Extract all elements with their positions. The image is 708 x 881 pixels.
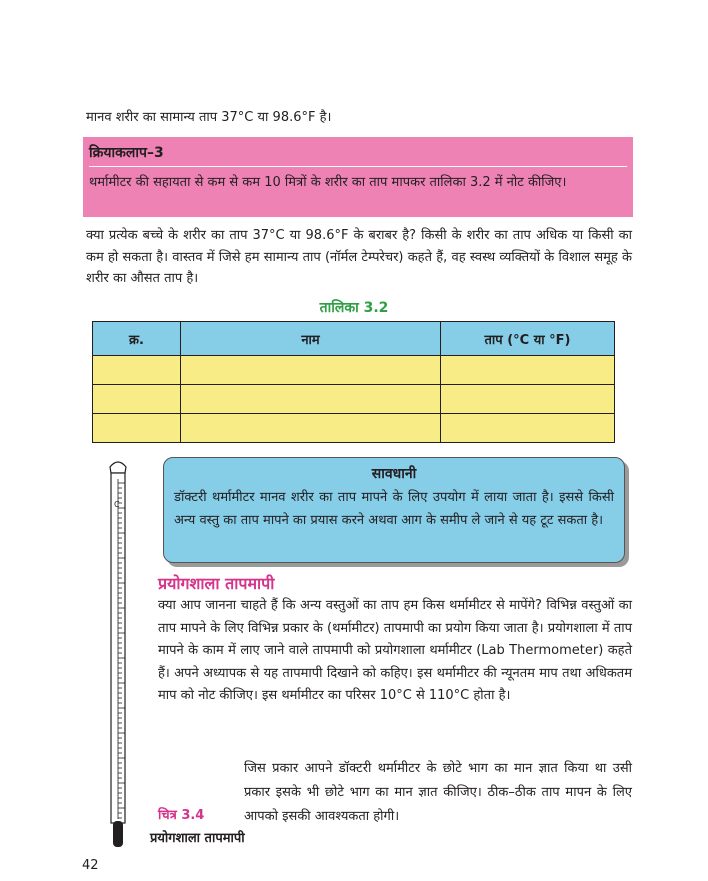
- page-number: 42: [82, 858, 99, 873]
- table-row: [93, 414, 615, 443]
- caution-box: [163, 457, 625, 563]
- table-cell: [93, 414, 181, 443]
- table-cell: [441, 356, 615, 385]
- activity-box: [83, 137, 633, 217]
- activity-divider: [89, 166, 627, 167]
- figure-label: चित्र 3.4: [158, 808, 205, 823]
- table-row: [93, 356, 615, 385]
- table-cell: [93, 356, 181, 385]
- temperature-table: [92, 321, 615, 443]
- table-cell: [441, 414, 615, 443]
- scale-mark-label: C: [114, 500, 120, 509]
- table-cell: [93, 385, 181, 414]
- table-row: [93, 385, 615, 414]
- table-cell: [181, 385, 441, 414]
- header-serial: क्र.: [93, 322, 181, 356]
- caution-text: डॉक्टरी थर्मामीटर मानव शरीर का ताप मापने के लिए उपयोग में लाया जाता है। इससे किसी अन्य वस्तु का ताप मापने का प्रयास करने अथवा आग के समीप ले जाने से यह टूट सकता है।: [174, 490, 614, 528]
- header-name: नाम: [181, 322, 441, 356]
- header-temperature: ताप (°C या °F): [441, 322, 615, 356]
- table-header-row: [93, 322, 615, 356]
- section-heading: प्रयोगशाला तापमापी: [158, 574, 275, 593]
- figure-caption: प्रयोगशाला तापमापी: [150, 831, 245, 846]
- table-cell: [181, 356, 441, 385]
- caution-title: सावधानी: [371, 466, 417, 482]
- lab-thermometer-illustration: [100, 459, 136, 853]
- lab-paragraph: क्या आप जानना चाहते हैं कि अन्य वस्तुओं का ताप हम किस थर्मामीटर से मापेंगे? विभिन्न वस्तुओं का ताप मापने के लिए विभिन्न प्रकार के (थर्मामीटर) तापमापी का प्रयोग किया जाता है। प्रयोगशाला में ताप मापने के काम में लाए जाने वाले तापमापी को प्रयोगशाला थर्मामीटर (Lab Thermometer) कहते हैं। अपने अध्यापक से यह तापमापी दिखाने को कहिए। इस थर्मामीटर की न्यूनतम माप तथा अधिकतम माप को नोट कीजिए। इस थर्मामीटर का परिसर 10°C से 110°C होता है।: [158, 598, 632, 703]
- lab-paragraph-2: जिस प्रकार आपने डॉक्टरी थर्मामीटर के छोटे भाग का मान ज्ञात किया था उसी प्रकार इसके भी छोटे भाग का मान ज्ञात कीजिए। ठीक–ठीक ताप मापन के लिए आपको इसकी आवश्यकता होगी।: [244, 761, 632, 824]
- body-paragraph: क्या प्रत्येक बच्चे के शरीर का ताप 37°C या 98.6°F के बराबर है? किसी के शरीर का ताप अधिक या किसी का कम हो सकता है। वास्तव में जिसे हम सामान्य ताप (नॉर्मल टेम्परेचर) कहते हैं, वह स्वस्थ व्यक्तियों के विशाल समूह के शरीर का औसत ताप है।: [86, 228, 632, 286]
- intro-line: मानव शरीर का सामान्य ताप 37°C या 98.6°F है।: [86, 110, 332, 125]
- table-cell: [441, 385, 615, 414]
- table-cell: [181, 414, 441, 443]
- activity-title: क्रियाकलाप–3: [89, 145, 164, 161]
- activity-text: थर्मामीटर की सहायता से कम से कम 10 मित्रों के शरीर का ताप मापकर तालिका 3.2 में नोट कीजिए।: [89, 175, 567, 190]
- table-caption: तालिका 3.2: [319, 300, 389, 316]
